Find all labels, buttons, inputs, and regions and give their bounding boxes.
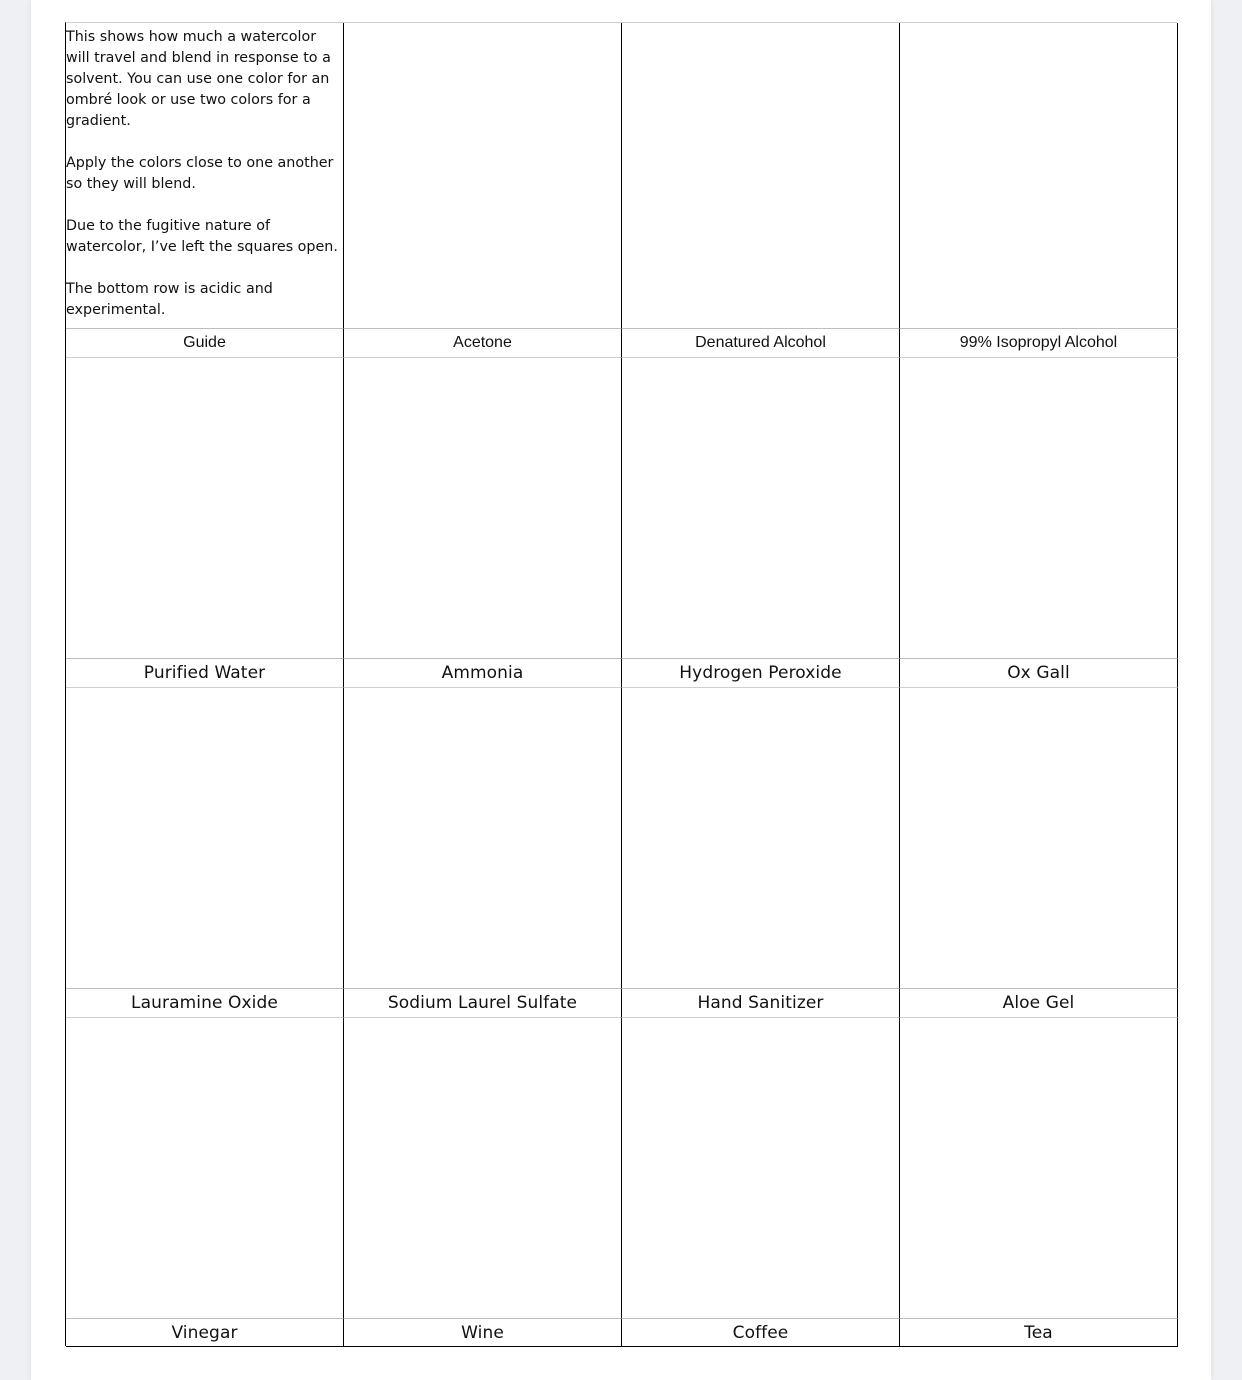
label-purified-water: Purified Water	[66, 659, 344, 688]
guide-instructions	[66, 23, 344, 329]
label-denatured-alcohol: Denatured Alcohol	[622, 329, 900, 358]
label-guide: Guide	[66, 329, 344, 358]
label-vinegar: Vinegar	[66, 1319, 344, 1347]
label-hydrogen-peroxide: Hydrogen Peroxide	[622, 659, 900, 688]
label-lauramine-oxide: Lauramine Oxide	[66, 989, 344, 1018]
label-coffee: Coffee	[622, 1319, 900, 1347]
label-sodium-laurel-sulfate: Sodium Laurel Sulfate	[344, 989, 622, 1018]
guide-paragraph-2: Apply the colors close to one another so they will blend.	[66, 155, 334, 192]
swatch-isopropyl-alcohol	[900, 23, 1178, 329]
swatch-ammonia	[344, 358, 622, 659]
swatch-denatured-alcohol	[622, 23, 900, 329]
guide-paragraph-3: Due to the fugitive nature of watercolor, I’ve left the squares open.	[66, 218, 338, 255]
swatch-aloe-gel	[900, 688, 1178, 989]
swatch-ox-gall	[900, 358, 1178, 659]
label-isopropyl-alcohol: 99% Isopropyl Alcohol	[900, 329, 1178, 358]
swatch-acetone	[344, 23, 622, 329]
swatch-purified-water	[66, 358, 344, 659]
swatch-lauramine-oxide	[66, 688, 344, 989]
swatch-vinegar	[66, 1018, 344, 1319]
guide-paragraph-1: This shows how much a watercolor will travel and blend in response to a solvent. You can use one color for an ombré look or use two colors for a gradient.	[66, 29, 331, 129]
label-ox-gall: Ox Gall	[900, 659, 1178, 688]
solvent-chart-table	[65, 22, 1177, 1346]
swatch-hydrogen-peroxide	[622, 358, 900, 659]
swatch-coffee	[622, 1018, 900, 1319]
label-wine: Wine	[344, 1319, 622, 1347]
label-acetone: Acetone	[344, 329, 622, 358]
label-tea: Tea	[900, 1319, 1178, 1347]
swatch-sodium-laurel-sulfate	[344, 688, 622, 989]
label-ammonia: Ammonia	[344, 659, 622, 688]
swatch-tea	[900, 1018, 1178, 1319]
guide-paragraph-4: The bottom row is acidic and experimental.	[66, 281, 273, 318]
label-aloe-gel: Aloe Gel	[900, 989, 1178, 1018]
swatch-wine	[344, 1018, 622, 1319]
swatch-hand-sanitizer	[622, 688, 900, 989]
label-hand-sanitizer: Hand Sanitizer	[622, 989, 900, 1018]
